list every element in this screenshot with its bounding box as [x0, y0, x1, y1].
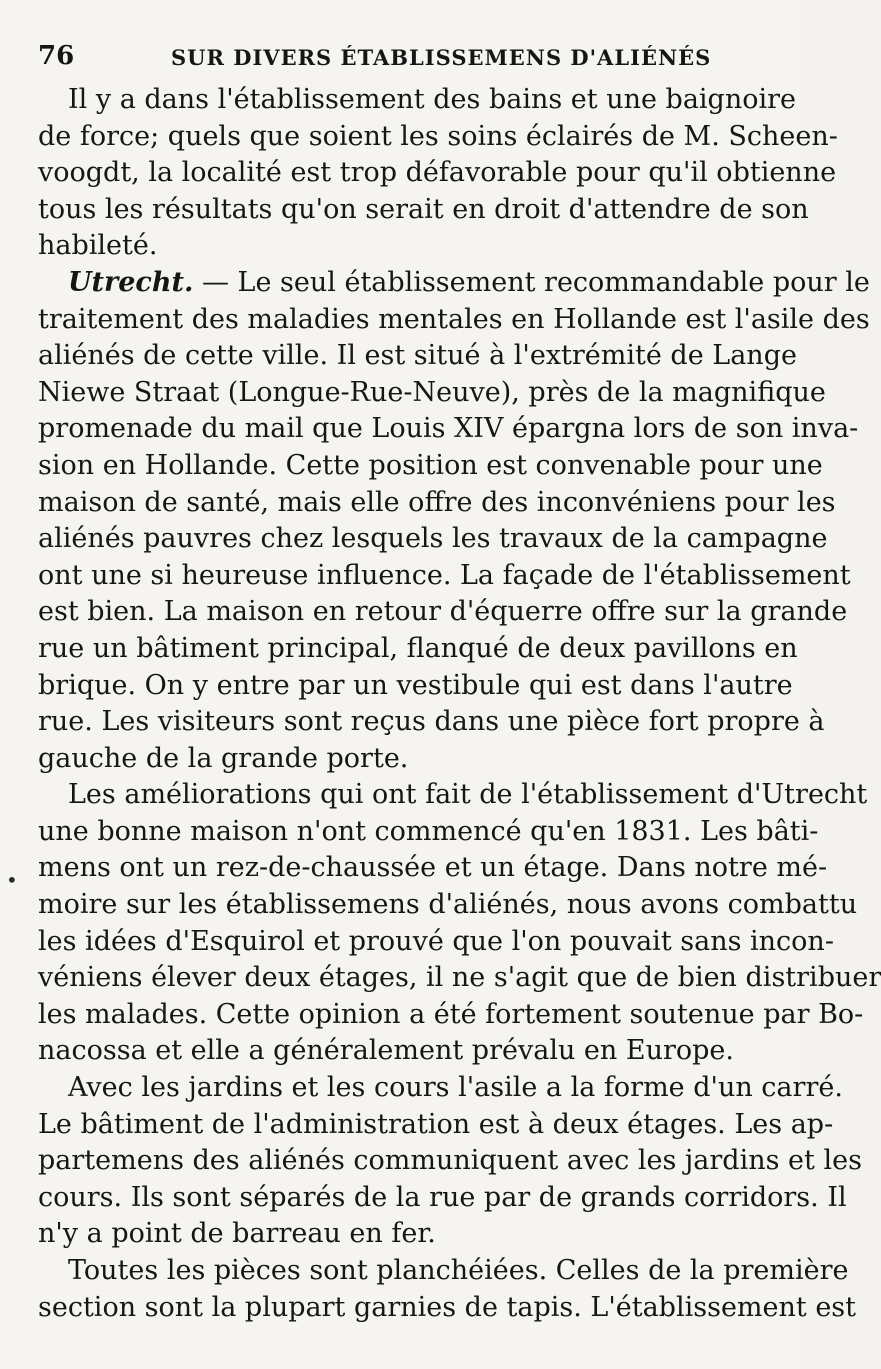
text-line: de force; quels que soient les soins éclairés de M. Scheen- — [38, 120, 838, 152]
page-header — [38, 40, 760, 80]
paragraph — [38, 82, 838, 265]
text-line: Niewe Straat (Longue-Rue-Neuve), près de la magnifique — [38, 376, 826, 408]
text-line: rue. Les visiteurs sont reçus dans une pièce fort propre à — [38, 706, 825, 738]
text-line: Il y a dans l'établissement des bains et une baignoire — [68, 84, 796, 115]
text-line: ont une si heureuse influence. La façade de l'établissement — [38, 559, 851, 591]
text-line: une bonne maison n'ont commencé qu'en 1831. Les bâti- — [38, 815, 819, 847]
text-line: voogdt, la localité est trop défavorable pour qu'il obtienne — [38, 157, 837, 189]
text-line: Le bâtiment de l'administration est à deux étages. Les ap- — [38, 1108, 834, 1140]
body-text — [38, 82, 881, 1326]
text-line: les idées d'Esquirol et prouvé que l'on pouvait sans incon- — [38, 925, 834, 957]
text-line: n'y a point de barreau en fer. — [38, 1218, 436, 1250]
text-line: maison de santé, mais elle offre des inconvéniens pour les — [38, 486, 836, 518]
page-number: 76 — [38, 41, 75, 71]
text-line: partemens des aliénés communiquent avec les jardins et les — [38, 1145, 862, 1177]
text-line: gauche de la grande porte. — [38, 742, 409, 774]
text-line: cours. Ils sont séparés de la rue par de grands corridors. Il — [38, 1181, 847, 1213]
text-line: traitement des maladies mentales en Hollande est l'asile des — [38, 303, 870, 335]
text-line: Toutes les pièces sont planchéiées. Celles de la première — [68, 1255, 849, 1286]
running-title: SUR DIVERS ÉTABLISSEMENS D'ALIÉNÉS — [171, 45, 712, 70]
text-line: rue un bâtiment principal, flanqué de deux pavillons en — [38, 632, 798, 664]
text-line: nacossa et elle a généralement prévalu en Europe. — [38, 1035, 734, 1067]
text-line: tous les résultats qu'on serait en droit d'attendre de son — [38, 193, 809, 225]
text-line: section sont la plupart garnies de tapis. L'établissement est — [38, 1291, 857, 1323]
margin-mark: • — [6, 868, 18, 892]
text-line — [38, 265, 870, 302]
text-line: les malades. Cette opinion a été fortement soutenue par Bo- — [38, 998, 864, 1030]
text-line: brique. On y entre par un vestibule qui est dans l'autre — [38, 669, 793, 701]
text-line: mens ont un rez-de-chaussée et un étage. Dans notre mé- — [38, 852, 828, 884]
paragraph — [38, 1070, 862, 1253]
text-line: moire sur les établissemens d'aliénés, nous avons combattu — [38, 889, 858, 921]
text-line: Les améliorations qui ont fait de l'établissement d'Utrecht — [68, 779, 868, 811]
text-line: est bien. La maison en retour d'équerre offre sur la grande — [38, 596, 848, 628]
text-line: promenade du mail que Louis XIV épargna lors de son inva- — [38, 413, 859, 445]
section-heading: Utrecht. — [68, 266, 194, 298]
text-line-content: — Le seul établissement recommandable pour le — [193, 266, 870, 298]
text-line: sion en Hollande. Cette position est convenable pour une — [38, 449, 823, 481]
text-line: habileté. — [38, 230, 158, 262]
paragraph — [38, 777, 881, 1070]
text-line: aliénés pauvres chez lesquels les travaux de la campagne — [38, 523, 828, 555]
paragraph — [38, 1253, 857, 1326]
text-line: véniens élever deux étages, il ne s'agit que de bien distribuer — [38, 962, 881, 994]
paragraph — [38, 265, 870, 777]
text-line: Avec les jardins et les cours l'asile a la forme d'un carré. — [68, 1072, 843, 1104]
text-line: aliénés de cette ville. Il est situé à l'extrémité de Lange — [38, 340, 797, 372]
